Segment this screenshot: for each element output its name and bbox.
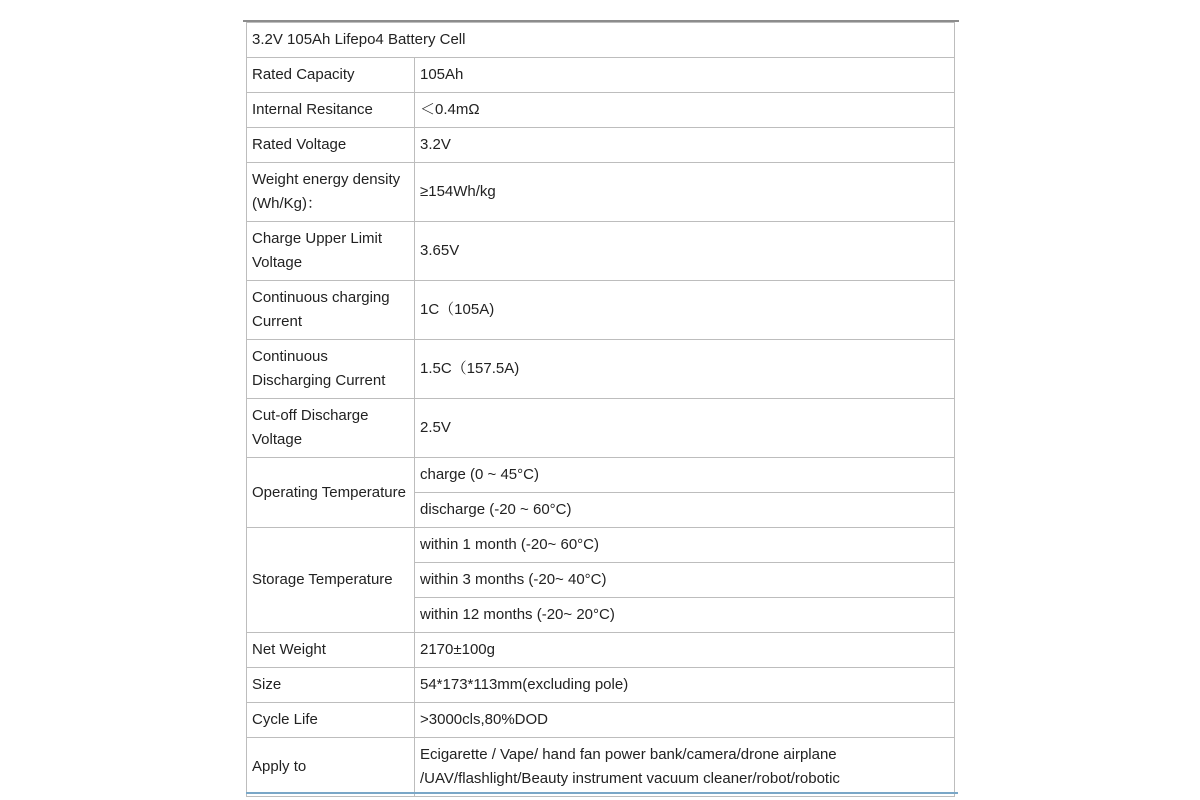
row-label: Cycle Life <box>247 703 415 738</box>
row-label-line: Voltage <box>252 431 303 448</box>
row-label: Apply to <box>247 738 415 797</box>
row-label-line: Weight energy density <box>252 171 401 188</box>
table-title-row <box>247 23 955 58</box>
row-value: ≥154Wh/kg <box>415 163 955 222</box>
row-value: 1.5C（157.5A) <box>415 340 955 399</box>
row-value: within 3 months (-20~ 40°C) <box>415 563 955 598</box>
row-label: Operating Temperature <box>247 458 415 528</box>
table-row <box>247 458 955 493</box>
row-label <box>247 222 415 281</box>
row-label: Size <box>247 668 415 703</box>
row-label: Net Weight <box>247 633 415 668</box>
table-row <box>247 58 955 93</box>
row-value: 3.65V <box>415 222 955 281</box>
row-label <box>247 399 415 458</box>
row-label-line: Discharging Current <box>252 372 386 389</box>
row-label: Rated Voltage <box>247 128 415 163</box>
row-label: Storage Temperature <box>247 528 415 633</box>
table-row <box>247 399 955 458</box>
row-value: 1C（105A) <box>415 281 955 340</box>
table-row <box>247 703 955 738</box>
row-label-line: Current <box>252 313 303 330</box>
battery-spec-table <box>246 22 955 797</box>
row-label-line: Cut-off Discharge <box>252 407 369 424</box>
table-row <box>247 738 955 797</box>
table-row <box>247 340 955 399</box>
table-row <box>247 633 955 668</box>
table-row <box>247 528 955 563</box>
row-value: within 12 months (-20~ 20°C) <box>415 598 955 633</box>
row-value: 3.2V <box>415 128 955 163</box>
row-label-line: Charge Upper Limit <box>252 230 383 247</box>
row-value: 2170±100g <box>415 633 955 668</box>
row-value-line: Ecigarette / Vape/ hand fan power bank/camera/drone airplane <box>420 746 837 763</box>
row-value: within 1 month (-20~ 60°C) <box>415 528 955 563</box>
table-row <box>247 163 955 222</box>
row-label-line: Continuous charging <box>252 289 390 306</box>
row-value: 2.5V <box>415 399 955 458</box>
row-label <box>247 163 415 222</box>
row-value-line: /UAV/flashlight/Beauty instrument vacuum cleaner/robot/robotic <box>420 770 840 787</box>
table-row <box>247 93 955 128</box>
row-value: 54*173*113mm(excluding pole) <box>415 668 955 703</box>
row-label-line: Continuous <box>252 348 328 365</box>
row-label: Rated Capacity <box>247 58 415 93</box>
row-value: discharge (-20 ~ 60°C) <box>415 493 955 528</box>
table-title: 3.2V 105Ah Lifepo4 Battery Cell <box>247 23 955 58</box>
table-row <box>247 222 955 281</box>
bottom-rule <box>246 792 958 794</box>
row-value: charge (0 ~ 45°C) <box>415 458 955 493</box>
table-row <box>247 128 955 163</box>
row-label-line: Voltage <box>252 254 303 271</box>
row-label <box>247 281 415 340</box>
table-row <box>247 281 955 340</box>
row-value: 105Ah <box>415 58 955 93</box>
row-value <box>415 738 955 797</box>
row-label-line: (Wh/Kg)： <box>252 195 323 212</box>
row-value: ＜0.4mΩ <box>415 93 955 128</box>
row-label: Internal Resitance <box>247 93 415 128</box>
table-row <box>247 668 955 703</box>
row-label <box>247 340 415 399</box>
row-value: >3000cls,80%DOD <box>415 703 955 738</box>
